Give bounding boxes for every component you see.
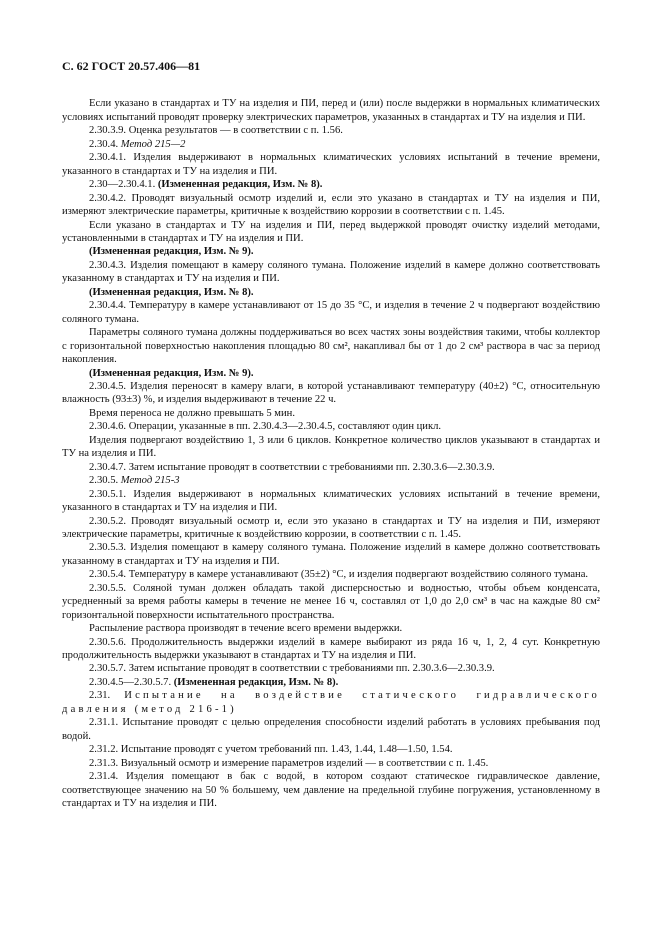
paragraph: 2.30.4.7. Затем испытание проводят в соответствии с требованиями пп. 2.30.3.6—2.30.3.9. (89, 461, 495, 473)
paragraph: Если указано в стандартах и ТУ на изделия и ПИ, перед выдержкой проводят очистку изделий методами, установленными в стандартах и ТУ на изделия и ПИ. (62, 219, 600, 244)
paragraph: Изделия подвергают воздействию 1, 3 или 6 циклов. Конкретное количество циклов указывают в стандартах и ТУ на изделия и ПИ. (62, 434, 600, 460)
paragraph: 2.30.4.1. Изделия выдерживают в нормальных климатических условиях испытаний в течение времени, указанного в стандартах и ТУ на изделия и ПИ. (62, 152, 600, 177)
section-heading: 2.30.5. Метод 215-3 (89, 475, 180, 487)
paragraph: 2.30.5.4. Температуру в камере устанавливают (35±2) °С, и изделия подвергают воздействию соляного тумана. (89, 569, 589, 581)
amendment-note: (Измененная редакция, Изм. № 8). (89, 286, 254, 298)
document-page (62, 60, 600, 810)
paragraph: Время переноса не должно превышать 5 мин. (89, 407, 295, 419)
paragraph: 2.30.4.5. Изделия переносят в камеру влаги, в которой устанавливают температуру (40±2) °С, относительную влажность (93±3) %, и изделия выдерживают в течение 22 ч. (62, 380, 600, 406)
paragraph: 2.31.4. Изделия помещают в бак с водой, в котором создают статическое гидравлическое давление, соответствующее значению на 50 % большему, чем давление на предельной глубине погружения, установленному в стандартах и ТУ на изделия и ПИ. (62, 771, 600, 810)
paragraph: Если указано в стандартах и ТУ на изделия и ПИ, перед и (или) после выдержки в нормальных климатических условиях испытаний проводят проверку электрических параметров, указанных в стандартах и ТУ на изделия и ПИ. (62, 98, 600, 123)
section-heading: 2.31. Испытание на воздействие статического гидравлического давления (метод 216-1) (62, 690, 600, 715)
section-heading: 2.30.4. Метод 215—2 (89, 138, 186, 150)
paragraph: Параметры соляного тумана должны поддерживаться во всех частях зоны воздействия такими, чтобы коллектор с горизонтальной поверхностью накопления площадью 80 см², накапливал бы от 1 до 2 см³ раствора в час за период накопления. (62, 327, 600, 366)
amendment-note: (Измененная редакция, Изм. № 9). (89, 367, 254, 379)
paragraph: 2.30.5.1. Изделия выдерживают в нормальных климатических условиях испытаний в течение времени, указанного в стандартах и ТУ на изделия и ПИ. (62, 488, 600, 514)
paragraph: 2.31.3. Визуальный осмотр и измерение параметров изделий — в соответствии с п. 1.45. (89, 757, 489, 769)
paragraph: 2.30.3.9. Оценка результатов — в соответствии с п. 1.56. (89, 125, 343, 137)
paragraph: 2.30.4.6. Операции, указанные в пп. 2.30.4.3—2.30.4.5, составляют один цикл. (89, 421, 442, 433)
paragraph: 2.30.5.6. Продолжительность выдержки изделий в камере выбирают из ряда 16 ч, 1, 2, 4 сут. Конкретную продолжительность выдержки указывают в стандартах и ТУ на изделия и ПИ. (62, 636, 600, 662)
paragraph: 2.30.4.4. Температуру в камере устанавливают от 15 до 35 °С, и изделия в течение 2 ч подвергают воздействию соляного тумана. (62, 300, 600, 325)
amendment-note: 2.30—2.30.4.1. (Измененная редакция, Изм. № 8). (89, 179, 323, 191)
paragraph: 2.30.5.5. Соляной туман должен обладать такой дисперсностью и водностью, чтобы объем конденсата, усредненный за время работы камеры в течение не менее 16 ч, составлял от 1,0 до 2,0 см³ в час на каждые 80 см² горизонтальной поверхности испытательного пространства. (62, 582, 600, 621)
paragraph: 2.31.1. Испытание проводят с целью определения способности изделий работать в условиях пребывания под водой. (62, 717, 600, 742)
paragraph: 2.30.5.2. Проводят визуальный осмотр и, если это указано в стандартах и ТУ на изделия и ПИ, измеряют электрические параметры, критичные к воздействию коррозии, в соответствии с п. 1.45. (62, 515, 600, 540)
paragraph: 2.31.2. Испытание проводят с учетом требований пп. 1.43, 1.44, 1.48—1.50, 1.54. (89, 744, 453, 756)
paragraph: 2.30.5.7. Затем испытание проводят в соответствии с требованиями пп. 2.30.3.6—2.30.3.9. (89, 663, 495, 675)
amendment-note: (Измененная редакция, Изм. № 9). (89, 246, 254, 258)
page-header: С. 62 ГОСТ 20.57.406—81 (62, 59, 201, 73)
amendment-note: 2.30.4.5—2.30.5.7. (Измененная редакция, Изм. № 8). (89, 676, 339, 688)
paragraph: 2.30.4.2. Проводят визуальный осмотр изделий и, если это указано в стандартах и ТУ на изделия и ПИ, измеряют электрические параметры, критичные к воздействию коррозии в соответствии с п. 1.45. (62, 192, 600, 218)
paragraph: 2.30.4.3. Изделия помещают в камеру соляного тумана. Положение изделий в камере должно соответствовать указанному в стандартах и ТУ на изделия и ПИ. (62, 259, 600, 285)
paragraph: Распыление раствора производят в течение всего времени выдержки. (89, 623, 403, 635)
paragraph: 2.30.5.3. Изделия помещают в камеру соляного тумана. Положение изделий в камере должно соответствовать указанному в стандартах и ТУ на изделия и ПИ. (62, 542, 600, 567)
